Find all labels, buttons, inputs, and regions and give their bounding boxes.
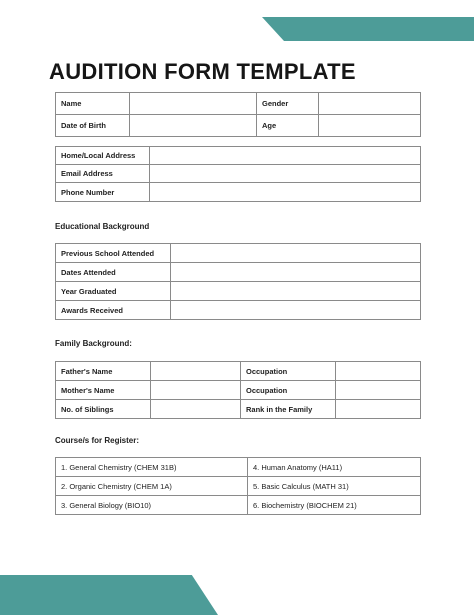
awards-received-field[interactable] xyxy=(171,301,421,320)
dates-attended-label: Dates Attended xyxy=(56,263,171,282)
father-occupation-field[interactable] xyxy=(336,362,421,381)
mother-name-label: Mother's Name xyxy=(56,381,151,400)
page-title: AUDITION FORM TEMPLATE xyxy=(49,59,356,84)
personal-info-table xyxy=(55,92,421,137)
year-graduated-label: Year Graduated xyxy=(56,282,171,301)
course-option[interactable]: 2. Organic Chemistry (CHEM 1A) xyxy=(56,477,248,496)
phone-label: Phone Number xyxy=(56,183,150,202)
courses-heading: Course/s for Register: xyxy=(55,436,140,445)
education-heading: Educational Background xyxy=(55,222,150,231)
dob-label: Date of Birth xyxy=(56,115,130,137)
contact-table xyxy=(55,146,421,202)
course-option[interactable]: 5. Basic Calculus (MATH 31) xyxy=(248,477,421,496)
previous-school-label: Previous School Attended xyxy=(56,244,171,263)
year-graduated-field[interactable] xyxy=(171,282,421,301)
previous-school-field[interactable] xyxy=(171,244,421,263)
father-occupation-label: Occupation xyxy=(241,362,336,381)
rank-field[interactable] xyxy=(336,400,421,419)
course-option[interactable]: 4. Human Anatomy (HA11) xyxy=(248,458,421,477)
father-name-label: Father's Name xyxy=(56,362,151,381)
name-field[interactable] xyxy=(130,93,257,115)
rank-label: Rank in the Family xyxy=(241,400,336,419)
father-name-field[interactable] xyxy=(151,362,241,381)
siblings-label: No. of Siblings xyxy=(56,400,151,419)
gender-label: Gender xyxy=(257,93,319,115)
name-label: Name xyxy=(56,93,130,115)
age-label: Age xyxy=(257,115,319,137)
mother-occupation-label: Occupation xyxy=(241,381,336,400)
course-option[interactable]: 1. General Chemistry (CHEM 31B) xyxy=(56,458,248,477)
course-option[interactable]: 3. General Biology (BIO10) xyxy=(56,496,248,515)
phone-field[interactable] xyxy=(150,183,421,202)
mother-name-field[interactable] xyxy=(151,381,241,400)
dob-field[interactable] xyxy=(130,115,257,137)
dates-attended-field[interactable] xyxy=(171,263,421,282)
family-heading: Family Background: xyxy=(55,339,132,348)
email-label: Email Address xyxy=(56,165,150,183)
awards-received-label: Awards Received xyxy=(56,301,171,320)
bottom-accent-band xyxy=(0,575,218,615)
age-field[interactable] xyxy=(319,115,421,137)
education-table xyxy=(55,243,421,320)
email-field[interactable] xyxy=(150,165,421,183)
family-table xyxy=(55,361,421,419)
siblings-field[interactable] xyxy=(151,400,241,419)
course-option[interactable]: 6. Biochemistry (BIOCHEM 21) xyxy=(248,496,421,515)
top-accent-band xyxy=(262,17,474,41)
mother-occupation-field[interactable] xyxy=(336,381,421,400)
gender-field[interactable] xyxy=(319,93,421,115)
courses-table xyxy=(55,457,421,515)
address-label: Home/Local Address xyxy=(56,147,150,165)
address-field[interactable] xyxy=(150,147,421,165)
